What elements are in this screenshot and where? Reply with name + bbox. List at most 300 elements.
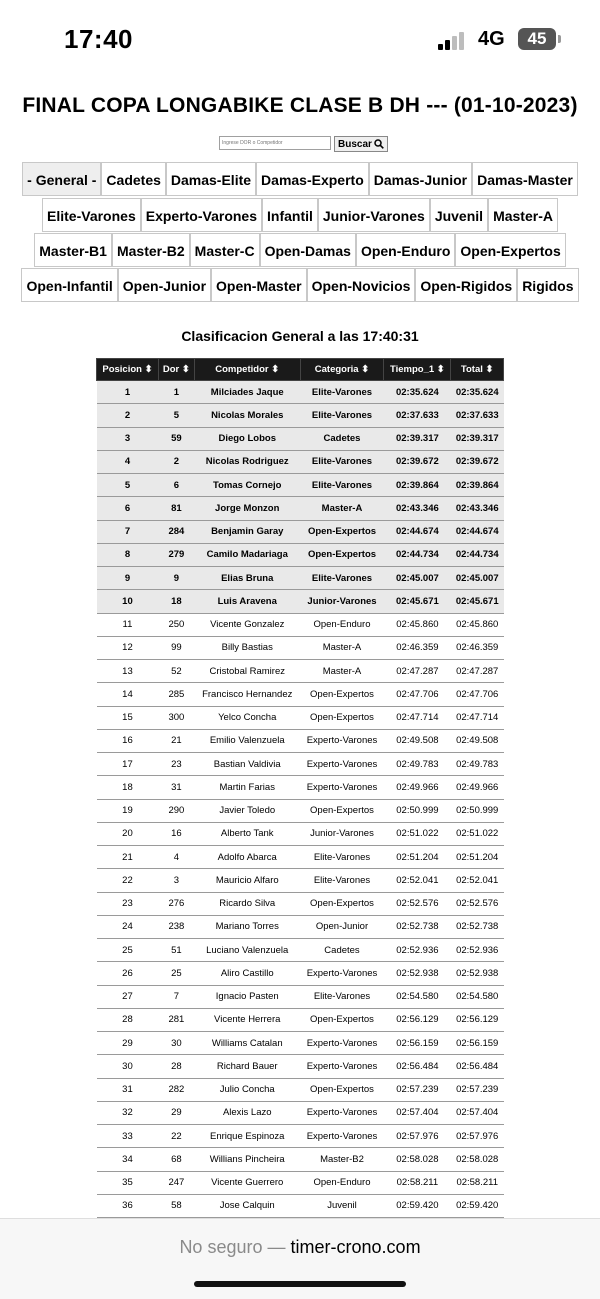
category-button-general[interactable]: - General - — [22, 162, 101, 196]
cell-total: 02:49.508 — [451, 729, 504, 752]
cell-categoria: Juvenil — [300, 1194, 384, 1217]
cell-dor: 290 — [158, 799, 194, 822]
category-row — [0, 162, 600, 196]
cell-total: 02:39.672 — [451, 450, 504, 473]
column-header-tiempo[interactable]: Tiempo_1 ⬍ — [384, 359, 451, 381]
cell-tiempo: 02:39.317 — [384, 427, 451, 450]
search-button-label: Buscar — [338, 138, 372, 150]
cell-categoria: Elite-Varones — [300, 869, 384, 892]
cell-dor: 81 — [158, 497, 194, 520]
cell-categoria: Open-Expertos — [300, 1008, 384, 1031]
category-button[interactable]: Master-C — [190, 233, 260, 267]
cell-categoria: Experto-Varones — [300, 1032, 384, 1055]
cell-posicion: 12 — [97, 636, 159, 659]
results-body — [97, 381, 504, 1218]
cell-total: 02:44.674 — [451, 520, 504, 543]
cell-posicion: 33 — [97, 1125, 159, 1148]
cell-total: 02:52.738 — [451, 915, 504, 938]
cell-categoria: Experto-Varones — [300, 962, 384, 985]
cell-posicion: 8 — [97, 543, 159, 566]
cell-posicion: 13 — [97, 660, 159, 683]
cell-total: 02:39.864 — [451, 474, 504, 497]
category-button[interactable]: Open-Master — [211, 268, 307, 302]
cell-total: 02:52.576 — [451, 892, 504, 915]
cell-competidor: Jose Calquin — [194, 1194, 300, 1217]
cell-tiempo: 02:35.624 — [384, 381, 451, 404]
cell-dor: 21 — [158, 729, 194, 752]
cell-total: 02:56.129 — [451, 1008, 504, 1031]
cell-total: 02:45.671 — [451, 590, 504, 613]
category-button[interactable]: Infantil — [262, 198, 318, 232]
cell-posicion: 20 — [97, 822, 159, 845]
cell-posicion: 22 — [97, 869, 159, 892]
cell-posicion: 3 — [97, 427, 159, 450]
table-row — [97, 1032, 504, 1055]
status-time: 17:40 — [64, 24, 133, 54]
table-row — [97, 1078, 504, 1101]
cell-posicion: 25 — [97, 939, 159, 962]
cell-tiempo: 02:54.580 — [384, 985, 451, 1008]
cell-categoria: Experto-Varones — [300, 776, 384, 799]
cell-dor: 285 — [158, 683, 194, 706]
cell-total: 02:52.938 — [451, 962, 504, 985]
cell-dor: 247 — [158, 1171, 194, 1194]
cell-posicion: 4 — [97, 450, 159, 473]
cell-total: 02:49.966 — [451, 776, 504, 799]
cell-dor: 52 — [158, 660, 194, 683]
cell-dor: 238 — [158, 915, 194, 938]
table-row — [97, 683, 504, 706]
cell-categoria: Junior-Varones — [300, 822, 384, 845]
cell-posicion: 27 — [97, 985, 159, 1008]
cell-tiempo: 02:49.783 — [384, 753, 451, 776]
category-button[interactable]: Rigidos — [517, 268, 578, 302]
table-row — [97, 846, 504, 869]
cell-tiempo: 02:52.938 — [384, 962, 451, 985]
cell-posicion: 30 — [97, 1055, 159, 1078]
cell-posicion: 14 — [97, 683, 159, 706]
cell-competidor: Bastian Valdivia — [194, 753, 300, 776]
cell-posicion: 6 — [97, 497, 159, 520]
table-row — [97, 706, 504, 729]
cell-total: 02:51.022 — [451, 822, 504, 845]
table-row — [97, 892, 504, 915]
table-row — [97, 427, 504, 450]
table-row — [97, 939, 504, 962]
cell-total: 02:54.580 — [451, 985, 504, 1008]
cell-categoria: Elite-Varones — [300, 985, 384, 1008]
category-button[interactable]: Damas-Elite — [166, 162, 256, 196]
cell-categoria: Experto-Varones — [300, 1055, 384, 1078]
cell-dor: 68 — [158, 1148, 194, 1171]
cell-competidor: Tomas Cornejo — [194, 474, 300, 497]
cell-posicion: 1 — [97, 381, 159, 404]
table-row — [97, 567, 504, 590]
table-row — [97, 450, 504, 473]
cell-total: 02:56.159 — [451, 1032, 504, 1055]
cell-dor: 25 — [158, 962, 194, 985]
cell-competidor: Adolfo Abarca — [194, 846, 300, 869]
url-separator: — — [267, 1237, 286, 1257]
cell-tiempo: 02:56.129 — [384, 1008, 451, 1031]
cell-categoria: Experto-Varones — [300, 1101, 384, 1124]
cell-categoria: Junior-Varones — [300, 590, 384, 613]
cell-tiempo: 02:56.159 — [384, 1032, 451, 1055]
cell-dor: 9 — [158, 567, 194, 590]
insecure-label: No seguro — [179, 1237, 263, 1257]
cell-tiempo: 02:49.966 — [384, 776, 451, 799]
table-row — [97, 985, 504, 1008]
cell-total: 02:45.007 — [451, 567, 504, 590]
table-row — [97, 613, 504, 636]
cell-posicion: 11 — [97, 613, 159, 636]
cell-competidor: Jorge Monzon — [194, 497, 300, 520]
cell-posicion: 35 — [97, 1171, 159, 1194]
cell-tiempo: 02:57.976 — [384, 1125, 451, 1148]
status-bar — [0, 0, 600, 80]
cell-dor: 6 — [158, 474, 194, 497]
cell-tiempo: 02:57.404 — [384, 1101, 451, 1124]
cell-tiempo: 02:59.420 — [384, 1194, 451, 1217]
browser-bottom-bar — [0, 1218, 600, 1299]
cell-total: 02:45.860 — [451, 613, 504, 636]
cell-categoria: Open-Expertos — [300, 683, 384, 706]
cell-total: 02:37.633 — [451, 404, 504, 427]
table-row — [97, 1148, 504, 1171]
table-row — [97, 1008, 504, 1031]
cell-posicion: 5 — [97, 474, 159, 497]
cell-dor: 300 — [158, 706, 194, 729]
cell-categoria: Open-Expertos — [300, 543, 384, 566]
cell-posicion: 34 — [97, 1148, 159, 1171]
cell-total: 02:49.783 — [451, 753, 504, 776]
cell-total: 02:44.734 — [451, 543, 504, 566]
cell-categoria: Open-Expertos — [300, 892, 384, 915]
cell-competidor: Elias Bruna — [194, 567, 300, 590]
cell-categoria: Experto-Varones — [300, 729, 384, 752]
url-domain: timer-crono.com — [290, 1237, 421, 1257]
cell-tiempo: 02:46.359 — [384, 636, 451, 659]
category-button[interactable]: Open-Junior — [118, 268, 211, 302]
table-row — [97, 962, 504, 985]
cell-tiempo: 02:43.346 — [384, 497, 451, 520]
results-table — [96, 358, 504, 1218]
cell-tiempo: 02:56.484 — [384, 1055, 451, 1078]
cell-total: 02:51.204 — [451, 846, 504, 869]
cell-competidor: Luciano Valenzuela — [194, 939, 300, 962]
cell-tiempo: 02:51.204 — [384, 846, 451, 869]
cell-competidor: Willians Pincheira — [194, 1148, 300, 1171]
cell-posicion: 31 — [97, 1078, 159, 1101]
cell-categoria: Cadetes — [300, 427, 384, 450]
search-input[interactable] — [219, 136, 331, 150]
cell-tiempo: 02:57.239 — [384, 1078, 451, 1101]
cell-competidor: Benjamin Garay — [194, 520, 300, 543]
cell-dor: 2 — [158, 450, 194, 473]
cell-posicion: 19 — [97, 799, 159, 822]
cell-competidor: Nicolas Morales — [194, 404, 300, 427]
cell-categoria: Experto-Varones — [300, 753, 384, 776]
category-button[interactable]: Elite-Varones — [42, 198, 141, 232]
table-row — [97, 1125, 504, 1148]
column-header-total[interactable]: Total ⬍ — [451, 359, 504, 381]
cell-dor: 276 — [158, 892, 194, 915]
cell-posicion: 29 — [97, 1032, 159, 1055]
cell-tiempo: 02:49.508 — [384, 729, 451, 752]
cell-categoria: Open-Junior — [300, 915, 384, 938]
cell-dor: 51 — [158, 939, 194, 962]
cell-competidor: Francisco Hernandez — [194, 683, 300, 706]
table-row — [97, 822, 504, 845]
cell-dor: 18 — [158, 590, 194, 613]
cell-posicion: 15 — [97, 706, 159, 729]
cell-dor: 30 — [158, 1032, 194, 1055]
cell-tiempo: 02:47.706 — [384, 683, 451, 706]
cell-competidor: Javier Toledo — [194, 799, 300, 822]
cell-categoria: Elite-Varones — [300, 404, 384, 427]
category-button[interactable]: Master-A — [488, 198, 558, 232]
category-button[interactable]: Damas-Junior — [369, 162, 472, 196]
cell-posicion: 28 — [97, 1008, 159, 1031]
cell-competidor: Alberto Tank — [194, 822, 300, 845]
cell-total: 02:58.028 — [451, 1148, 504, 1171]
cell-categoria: Elite-Varones — [300, 567, 384, 590]
table-row — [97, 520, 504, 543]
cell-categoria: Open-Enduro — [300, 1171, 384, 1194]
table-row — [97, 1055, 504, 1078]
search-button[interactable] — [334, 136, 388, 152]
cell-competidor: Vicente Gonzalez — [194, 613, 300, 636]
cell-tiempo: 02:39.672 — [384, 450, 451, 473]
column-header-dor[interactable]: Dor ⬍ — [158, 359, 194, 381]
cell-competidor: Nicolas Rodriguez — [194, 450, 300, 473]
category-button[interactable]: Open-Enduro — [356, 233, 455, 267]
cell-dor: 59 — [158, 427, 194, 450]
column-header-competidor[interactable]: Competidor ⬍ — [194, 359, 300, 381]
cell-dor: 250 — [158, 613, 194, 636]
classification-subtitle: Clasificacion General a las 17:40:31 — [181, 328, 419, 344]
cell-tiempo: 02:51.022 — [384, 822, 451, 845]
cell-tiempo: 02:47.714 — [384, 706, 451, 729]
cell-categoria: Open-Expertos — [300, 799, 384, 822]
category-button[interactable]: Cadetes — [101, 162, 165, 196]
cell-dor: 29 — [158, 1101, 194, 1124]
cell-competidor: Martin Farias — [194, 776, 300, 799]
category-button[interactable]: Damas-Experto — [256, 162, 369, 196]
table-row — [97, 497, 504, 520]
cell-posicion: 26 — [97, 962, 159, 985]
cell-total: 02:58.211 — [451, 1171, 504, 1194]
category-row — [0, 268, 600, 302]
cell-total: 02:47.714 — [451, 706, 504, 729]
cell-tiempo: 02:39.864 — [384, 474, 451, 497]
cell-posicion: 23 — [97, 892, 159, 915]
category-button[interactable]: Open-Expertos — [455, 233, 565, 267]
table-row — [97, 1101, 504, 1124]
cell-categoria: Cadetes — [300, 939, 384, 962]
cell-posicion: 32 — [97, 1101, 159, 1124]
category-button[interactable]: Open-Damas — [260, 233, 356, 267]
cell-total: 02:46.359 — [451, 636, 504, 659]
cell-tiempo: 02:45.860 — [384, 613, 451, 636]
cell-dor: 281 — [158, 1008, 194, 1031]
cell-tiempo: 02:45.671 — [384, 590, 451, 613]
cell-total: 02:57.239 — [451, 1078, 504, 1101]
table-row — [97, 729, 504, 752]
cell-tiempo: 02:37.633 — [384, 404, 451, 427]
cell-dor: 282 — [158, 1078, 194, 1101]
table-row — [97, 869, 504, 892]
cell-posicion: 18 — [97, 776, 159, 799]
cell-dor: 99 — [158, 636, 194, 659]
cell-tiempo: 02:52.936 — [384, 939, 451, 962]
cell-competidor: Emilio Valenzuela — [194, 729, 300, 752]
cell-posicion: 9 — [97, 567, 159, 590]
cell-competidor: Julio Concha — [194, 1078, 300, 1101]
cell-total: 02:47.287 — [451, 660, 504, 683]
cell-competidor: Cristobal Ramirez — [194, 660, 300, 683]
cell-total: 02:57.976 — [451, 1125, 504, 1148]
category-button[interactable]: Master-B1 — [34, 233, 112, 267]
table-header-row — [97, 359, 504, 381]
category-button[interactable]: Open-Rigidos — [415, 268, 517, 302]
cell-tiempo: 02:50.999 — [384, 799, 451, 822]
cell-categoria: Elite-Varones — [300, 846, 384, 869]
cell-tiempo: 02:52.041 — [384, 869, 451, 892]
cell-competidor: Camilo Madariaga — [194, 543, 300, 566]
cell-dor: 16 — [158, 822, 194, 845]
cell-tiempo: 02:44.734 — [384, 543, 451, 566]
cell-total: 02:35.624 — [451, 381, 504, 404]
category-row — [0, 198, 600, 232]
table-row — [97, 590, 504, 613]
battery-icon: 45 — [518, 28, 556, 50]
table-row — [97, 776, 504, 799]
cell-competidor: Vicente Guerrero — [194, 1171, 300, 1194]
table-row — [97, 1194, 504, 1217]
cell-categoria: Open-Expertos — [300, 1078, 384, 1101]
table-row — [97, 1171, 504, 1194]
cell-categoria: Master-B2 — [300, 1148, 384, 1171]
cell-tiempo: 02:45.007 — [384, 567, 451, 590]
page-title: FINAL COPA LONGABIKE CLASE B DH --- (01-10-2023) — [22, 94, 578, 117]
cell-competidor: Milciades Jaque — [194, 381, 300, 404]
cell-dor: 284 — [158, 520, 194, 543]
cell-dor: 4 — [158, 846, 194, 869]
cell-categoria: Open-Expertos — [300, 706, 384, 729]
cell-posicion: 2 — [97, 404, 159, 427]
cell-competidor: Enrique Espinoza — [194, 1125, 300, 1148]
cell-dor: 58 — [158, 1194, 194, 1217]
cell-competidor: Williams Catalan — [194, 1032, 300, 1055]
network-label: 4G — [478, 28, 505, 50]
column-header-posicion[interactable]: Posicion ⬍ — [97, 359, 159, 381]
cell-competidor: Mariano Torres — [194, 915, 300, 938]
cell-posicion: 36 — [97, 1194, 159, 1217]
cell-categoria: Master-A — [300, 660, 384, 683]
cell-posicion: 21 — [97, 846, 159, 869]
category-button[interactable]: Junior-Varones — [318, 198, 430, 232]
table-row — [97, 543, 504, 566]
cell-competidor: Billy Bastias — [194, 636, 300, 659]
table-row — [97, 404, 504, 427]
cell-competidor: Vicente Herrera — [194, 1008, 300, 1031]
search-form — [219, 136, 388, 152]
cell-tiempo: 02:52.576 — [384, 892, 451, 915]
category-button[interactable]: Juvenil — [430, 198, 488, 232]
cell-total: 02:50.999 — [451, 799, 504, 822]
cell-posicion: 17 — [97, 753, 159, 776]
cell-categoria: Master-A — [300, 497, 384, 520]
cell-tiempo: 02:52.738 — [384, 915, 451, 938]
cell-competidor: Alexis Lazo — [194, 1101, 300, 1124]
address-bar[interactable] — [0, 1237, 600, 1258]
search-icon — [374, 139, 384, 149]
cell-categoria: Elite-Varones — [300, 474, 384, 497]
cell-competidor: Aliro Castillo — [194, 962, 300, 985]
category-button[interactable]: Open-Infantil — [21, 268, 117, 302]
home-indicator[interactable] — [194, 1281, 406, 1287]
cell-dor: 5 — [158, 404, 194, 427]
cell-competidor: Diego Lobos — [194, 427, 300, 450]
cell-tiempo: 02:44.674 — [384, 520, 451, 543]
table-row — [97, 381, 504, 404]
cell-competidor: Mauricio Alfaro — [194, 869, 300, 892]
cell-dor: 279 — [158, 543, 194, 566]
table-row — [97, 474, 504, 497]
cell-total: 02:47.706 — [451, 683, 504, 706]
cell-total: 02:43.346 — [451, 497, 504, 520]
category-button[interactable]: Experto-Varones — [141, 198, 262, 232]
cell-categoria: Elite-Varones — [300, 450, 384, 473]
cell-dor: 28 — [158, 1055, 194, 1078]
cell-competidor: Richard Bauer — [194, 1055, 300, 1078]
table-row — [97, 660, 504, 683]
category-button[interactable]: Open-Novicios — [307, 268, 416, 302]
cell-categoria: Open-Enduro — [300, 613, 384, 636]
cell-dor: 1 — [158, 381, 194, 404]
cell-competidor: Ricardo Silva — [194, 892, 300, 915]
cell-categoria: Open-Expertos — [300, 520, 384, 543]
cell-posicion: 24 — [97, 915, 159, 938]
cell-dor: 31 — [158, 776, 194, 799]
table-row — [97, 799, 504, 822]
cell-categoria: Elite-Varones — [300, 381, 384, 404]
cell-categoria: Master-A — [300, 636, 384, 659]
cell-total: 02:52.041 — [451, 869, 504, 892]
cell-competidor: Luis Aravena — [194, 590, 300, 613]
category-button[interactable]: Damas-Master — [472, 162, 578, 196]
cell-posicion: 7 — [97, 520, 159, 543]
category-button[interactable]: Master-B2 — [112, 233, 190, 267]
cell-total: 02:57.404 — [451, 1101, 504, 1124]
cell-dor: 22 — [158, 1125, 194, 1148]
cell-tiempo: 02:58.028 — [384, 1148, 451, 1171]
cell-competidor: Ignacio Pasten — [194, 985, 300, 1008]
signal-icon — [438, 30, 468, 50]
table-row — [97, 915, 504, 938]
cell-total: 02:39.317 — [451, 427, 504, 450]
category-row — [0, 233, 600, 267]
cell-tiempo: 02:58.211 — [384, 1171, 451, 1194]
cell-posicion: 10 — [97, 590, 159, 613]
cell-total: 02:59.420 — [451, 1194, 504, 1217]
battery-tip — [558, 35, 561, 43]
column-header-categoria[interactable]: Categoria ⬍ — [300, 359, 384, 381]
cell-dor: 23 — [158, 753, 194, 776]
cell-total: 02:56.484 — [451, 1055, 504, 1078]
cell-competidor: Yelco Concha — [194, 706, 300, 729]
